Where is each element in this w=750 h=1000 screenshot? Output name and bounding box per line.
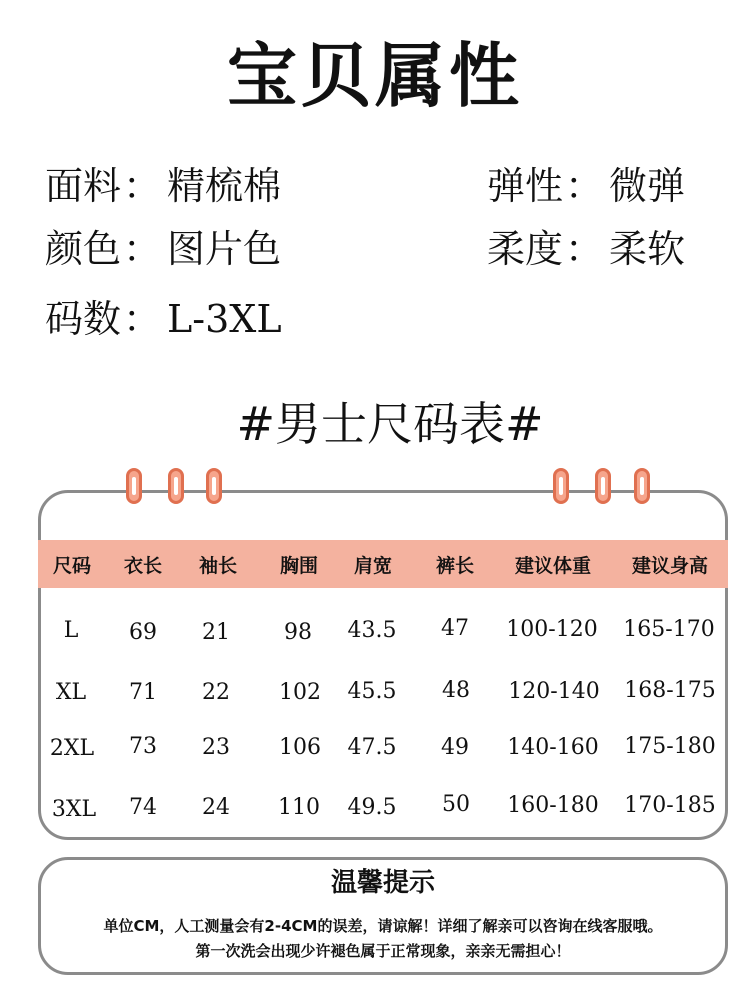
- attr-separator: ：: [123, 297, 162, 341]
- cell-length: 71: [129, 680, 157, 705]
- cell-size: XL: [55, 680, 87, 705]
- header-sleeve: 袖长: [198, 555, 238, 577]
- header-chest: 胸围: [279, 555, 319, 577]
- attr-sizes-value: L-3XL: [167, 297, 282, 341]
- cell-size: 2XL: [49, 736, 95, 761]
- cell-weight: 100-120: [506, 617, 598, 642]
- cell-length: 74: [129, 795, 157, 820]
- cell-shoulder: 47.5: [347, 735, 397, 760]
- cell-size: 3XL: [51, 797, 97, 822]
- notice-title: 温馨提示: [330, 868, 435, 898]
- header-weight: 建议体重: [514, 555, 592, 577]
- attr-fabric: [45, 162, 281, 210]
- cell-length: 73: [129, 734, 157, 759]
- size-chart-title: #男士尺码表#: [236, 397, 544, 451]
- page-title: 宝贝属性: [227, 35, 523, 117]
- attr-sizes: [45, 295, 282, 343]
- cell-sleeve: 23: [202, 735, 230, 760]
- binder-ring-icon: [634, 468, 650, 504]
- header-length: 衣长: [123, 555, 163, 577]
- binder-ring-icon: [595, 468, 611, 504]
- attr-softness-value: 柔软: [609, 227, 686, 271]
- cell-weight: 140-160: [507, 735, 599, 760]
- cell-size: L: [63, 618, 79, 643]
- attr-color: [45, 225, 281, 273]
- cell-height: 168-175: [624, 678, 716, 703]
- attr-fabric-value: 精梳棉: [167, 164, 282, 208]
- cell-pants-length: 49: [441, 735, 469, 760]
- binder-ring-icon: [553, 468, 569, 504]
- cell-weight: 160-180: [507, 793, 599, 818]
- header-shoulder: 肩宽: [353, 555, 393, 577]
- cell-height: 175-180: [624, 734, 716, 759]
- header-pants-length: 裤长: [435, 555, 475, 577]
- header-size: 尺码: [52, 555, 92, 577]
- cell-height: 170-185: [624, 793, 716, 818]
- attr-separator: ：: [565, 227, 604, 271]
- attr-separator: ：: [123, 227, 162, 271]
- attr-elasticity-label: 弹性: [487, 164, 564, 208]
- attr-separator: ：: [123, 164, 162, 208]
- cell-chest: 98: [284, 620, 312, 645]
- attr-color-value: 图片色: [167, 227, 282, 271]
- cell-chest: 110: [278, 795, 320, 820]
- cell-chest: 102: [279, 680, 321, 705]
- attr-elasticity: [487, 162, 685, 210]
- cell-sleeve: 22: [202, 680, 230, 705]
- cell-length: 69: [129, 620, 157, 645]
- cell-shoulder: 43.5: [347, 618, 397, 643]
- cell-weight: 120-140: [508, 679, 600, 704]
- binder-ring-icon: [126, 468, 142, 504]
- attr-color-label: 颜色: [45, 227, 122, 271]
- binder-ring-icon: [206, 468, 222, 504]
- attr-softness-label: 柔度: [487, 227, 564, 271]
- binder-ring-icon: [168, 468, 184, 504]
- attr-sizes-label: 码数: [45, 297, 122, 341]
- attr-fabric-label: 面料: [45, 164, 122, 208]
- attr-separator: ：: [565, 164, 604, 208]
- cell-pants-length: 50: [442, 792, 470, 817]
- cell-height: 165-170: [623, 617, 715, 642]
- cell-shoulder: 49.5: [347, 795, 397, 820]
- notice-line-2: 第一次洗会出现少许褪色属于正常现象，亲亲无需担心！: [195, 942, 571, 960]
- header-height: 建议身高: [631, 555, 709, 577]
- cell-pants-length: 48: [442, 678, 470, 703]
- cell-chest: 106: [279, 735, 321, 760]
- attr-elasticity-value: 微弹: [609, 164, 686, 208]
- cell-sleeve: 24: [202, 795, 230, 820]
- attr-softness: [487, 225, 685, 273]
- notice-line-1: 单位CM，人工测量会有2-4CM的误差，请谅解！详细了解亲可以咨询在线客服哦。: [103, 917, 663, 935]
- cell-pants-length: 47: [441, 616, 469, 641]
- cell-shoulder: 45.5: [347, 679, 397, 704]
- cell-sleeve: 21: [202, 620, 230, 645]
